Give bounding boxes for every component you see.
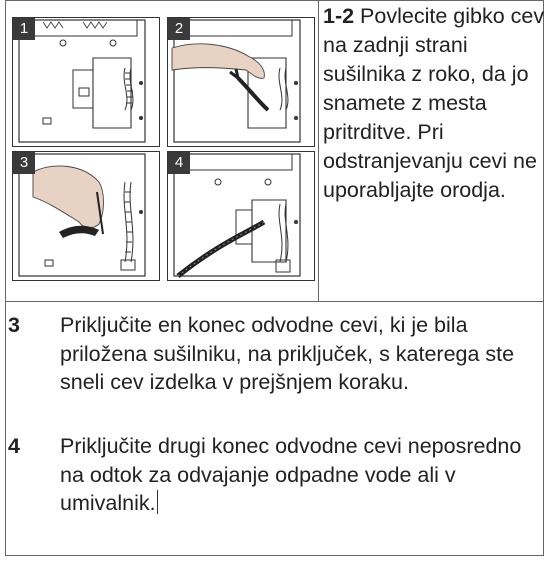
panel-number: 3 (13, 152, 35, 174)
panel-number: 4 (168, 152, 190, 174)
illustration-panel-2 (167, 17, 315, 147)
step-1-2-body: Povlecite gibko cev na zadnji strani sušilnika z roko, da jo snamete z mesta pritrditve. Pri odstranjevanju cevi ne uporabljajte orodja. (323, 4, 545, 202)
step-1-2-text (323, 2, 547, 205)
step-text (60, 432, 540, 518)
row-divider (5, 301, 544, 302)
step-1-2-label: 1-2 (323, 4, 355, 28)
hand-pulling-hose-out-image (13, 152, 160, 281)
illustration-panel-4 (167, 151, 315, 281)
panel-number: 2 (168, 18, 190, 40)
illustration-panel-3 (12, 151, 160, 281)
panel-number: 1 (13, 18, 35, 40)
step-4-body: Priključite drugi konec odvodne cevi neposredno na odtok za odvajanje odpadne vode ali v umivalnik. (60, 434, 522, 515)
text-cursor (157, 490, 158, 514)
step-text: Priključite en konec odvodne cevi, ki je bila priložena sušilniku, na priključek, s katerega ste sneli cev izdelka v prejšnjem koraku. (60, 313, 515, 394)
step-number: 3 (8, 313, 20, 337)
hose-removed-image (168, 152, 315, 281)
column-divider (318, 0, 319, 301)
step-number: 4 (8, 434, 20, 458)
illustration-panel-1 (12, 17, 160, 147)
hose-on-dryer-back-image (13, 18, 160, 147)
hand-removing-hose-image (168, 18, 315, 147)
